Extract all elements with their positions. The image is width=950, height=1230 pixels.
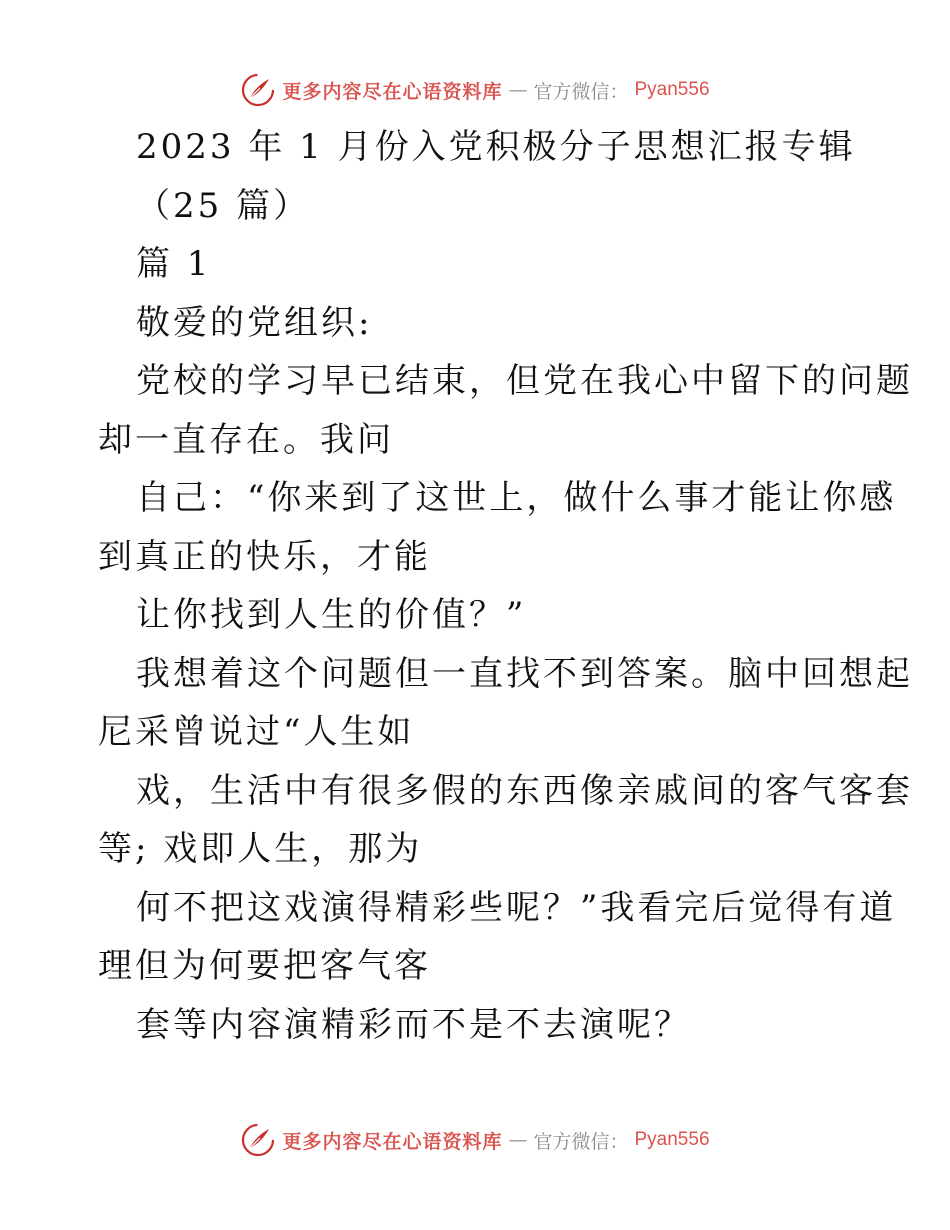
document-line: 到真正的快乐，才能: [98, 536, 431, 577]
document-line: 等; 戏即人生，那为: [98, 829, 423, 869]
watermark-wechat-id: Pyan556: [634, 79, 710, 100]
watermark-separator: —: [508, 1129, 528, 1151]
feather-pen-logo-icon: [240, 1122, 276, 1158]
document-line: 党校的学习早已结束，但党在我心中留下的问题: [136, 361, 913, 401]
document-line: 理但为何要把客气客: [98, 946, 431, 986]
watermark-wechat-id: Pyan556: [634, 1129, 710, 1150]
footer-watermark: [0, 1120, 950, 1160]
document-line: 何不把这戏演得精彩些呢？”我看完后觉得有道: [136, 887, 897, 928]
document-line: 让你找到人生的价值？”: [136, 595, 527, 635]
document-line: （25 篇）: [136, 185, 311, 226]
document-line: 敬爱的党组织:: [136, 302, 373, 343]
watermark-site-name: 更多内容尽在心语资料库: [282, 1130, 503, 1153]
document-line: 自己：“你来到了这世上，做什么事才能让你感: [136, 478, 897, 518]
document-line: 篇 1: [136, 244, 212, 284]
document-line: 我想着这个问题但一直找不到答案。脑中回想起: [136, 653, 913, 694]
watermark-site-name: 更多内容尽在心语资料库: [282, 80, 503, 103]
document-line: 套等内容演精彩而不是不去演呢？: [136, 1004, 691, 1045]
watermark-separator: —: [508, 79, 528, 101]
document-line: 2023 年 1 月份入党积极分子思想汇报专辑: [136, 127, 856, 167]
watermark-wechat-label: 官方微信：: [533, 1130, 629, 1153]
document-line: 却一直存在。我问: [98, 419, 394, 460]
document-line: 尼采曾说过“人生如: [98, 712, 415, 752]
document-line: 戏，生活中有很多假的东西像亲戚间的客气客套: [136, 770, 913, 811]
watermark-wechat-label: 官方微信：: [533, 80, 629, 103]
